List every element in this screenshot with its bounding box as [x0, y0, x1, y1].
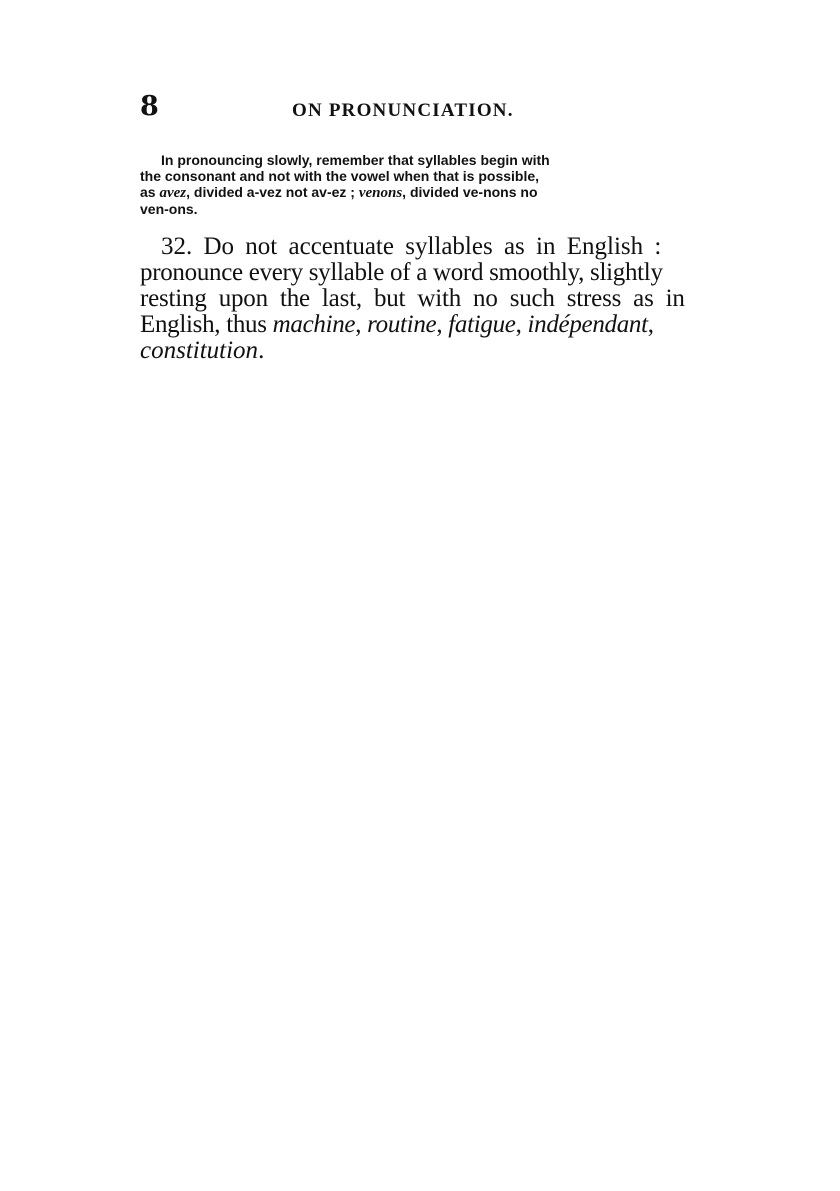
paragraph-text: English, thus [140, 311, 273, 338]
paragraph-line-1: 32. Do not accentuate syllables as in English : [161, 233, 662, 260]
page-number: 8 [140, 91, 159, 122]
note-example-venons: venons [358, 185, 403, 201]
note-text: , divided ve-nons no [402, 184, 538, 200]
note-line-4: ven-ons. [140, 201, 198, 217]
note-example-avez: avez [159, 185, 187, 201]
example-word-machine: machine [272, 311, 356, 338]
separator: , [436, 311, 449, 338]
paragraph-32 [140, 234, 700, 364]
separator: , [647, 311, 654, 338]
note-line-2: the consonant and not with the vowel when that is possible, [140, 168, 540, 184]
paragraph-line-2: pronounce every syllable of a word smoothly, slightly [140, 259, 663, 286]
running-head: ON PRONUNCIATION. [292, 100, 514, 121]
note-text: , divided a-vez not av-ez ; [186, 184, 359, 200]
example-word-fatigue: fatigue [448, 311, 516, 338]
note-line-1: In pronouncing slowly, remember that syllables begin with [161, 152, 550, 168]
note-block [140, 152, 700, 217]
separator: , [515, 311, 528, 338]
example-word-independant: indépendant [527, 311, 648, 338]
note-text: as [140, 184, 160, 200]
separator: , [355, 311, 368, 338]
note-line-3 [140, 184, 700, 201]
paragraph-line-4 [140, 312, 700, 338]
paragraph-end: . [258, 337, 265, 364]
paragraph-line-5 [140, 338, 700, 364]
paragraph-line-3: resting upon the last, but with no such stress as in [140, 285, 685, 312]
example-word-routine: routine [367, 311, 437, 338]
example-word-constitution: constitution [140, 337, 259, 364]
